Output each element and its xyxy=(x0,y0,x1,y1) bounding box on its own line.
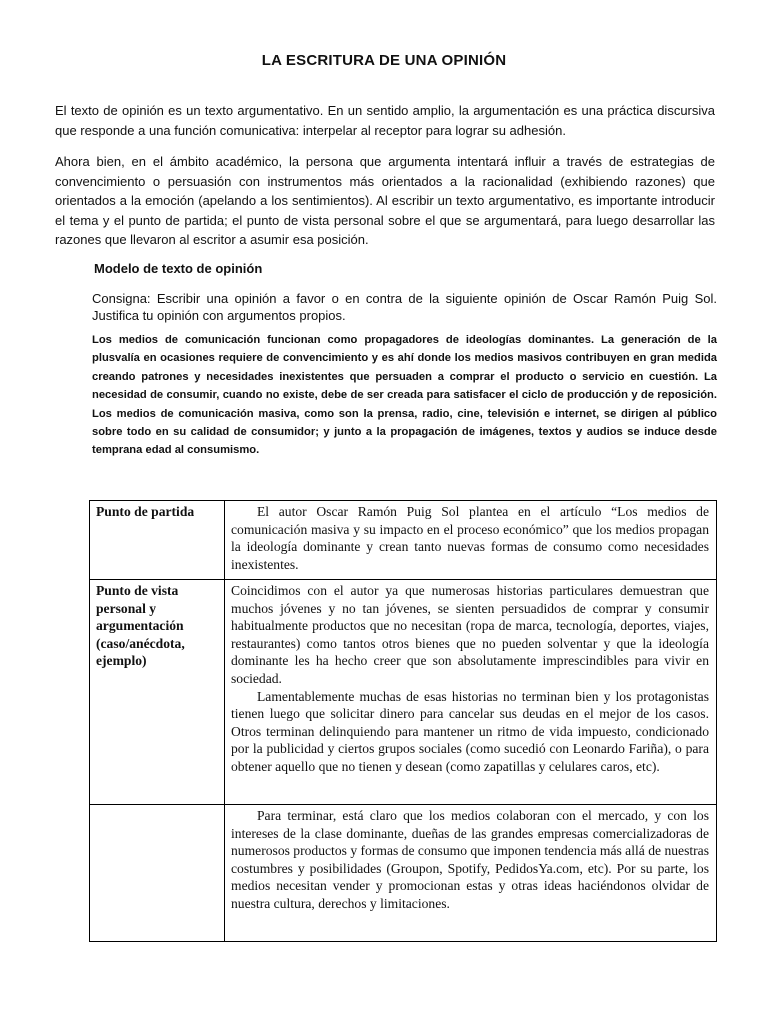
row-label xyxy=(90,805,225,942)
row-content xyxy=(225,805,717,942)
quoted-opinion: Los medios de comunicación funcionan como propagadores de ideologías dominantes. La generación de la plusvalía en ocasiones requiere de convencimiento y es ahí donde los medios masivos contribuyen en gran medida creando patrones y necesidades inexistentes que persuaden a comprar el producto o servicio en cuestión. La necesidad de consumir, cuando no existe, debe de ser creada para satisfacer el ciclo de producción y de reposición. Los medios de comunicación masiva, como son la prensa, radio, cine, televisión e internet, se dirigen al público sobre todo en su calidad de consumidor; y junto a la propagación de imágenes, textos y audios se induce desde temprana edad al consumismo. xyxy=(92,334,717,457)
row-content xyxy=(225,580,717,805)
cell-paragraph: Lamentablemente muchas de esas historias no terminan bien y los protagonistas tienen luego que solicitar dinero para cancelar sus deudas en el mejor de los casos. Otros terminan delinquiendo para mantener un ritmo de vida impuesto, condicionado por la publicidad y ciertos grupos sociales (como sucedió con Leonardo Fariña), o para obtener aquello que no tienen y desean (como zapatillas y celulares caros, etc). xyxy=(231,688,709,774)
row-content xyxy=(225,501,717,580)
consigna-text: Consigna: Escribir una opinión a favor o en contra de la siguiente opinión de Oscar Ramón Puig Sol. Justifica tu opinión con argumentos propios. xyxy=(92,291,717,323)
document-title: LA ESCRITURA DE UNA OPINIÓN xyxy=(261,52,507,69)
cell-paragraph: Para terminar, está claro que los medios colaboran con el mercado, y con los intereses de la clase dominante, dueñas de las grandes empresas comercializadoras de numerosos productos y formas de consumo que imponen tendencia más allá de nuestras costumbres y posibilidades (Groupon, Spotify, PedidosYa.com, etc). Por su parte, los medios necesitan vender y promocionan estas y otras ideas haciéndonos olvidar de nuestra cultura, derechos y limitaciones. xyxy=(231,808,709,911)
cell-paragraph: Coincidimos con el autor ya que numerosas historias particulares demuestran que muchos jóvenes y no tan jóvenes, se sienten persuadidos de comprar y consumir habitualmente productos que no necesitan (ropa de marca, tecnología, deportes, viajes, restaurantes) como tantos otros bienes que no pueden solventar y que la ideología dominante les ha hecho creer que son absolutamente imprescindibles para vivir en sociedad. xyxy=(231,583,709,686)
model-heading: Modelo de texto de opinión xyxy=(94,261,263,276)
table-row xyxy=(90,580,717,805)
row-label: Punto de partida xyxy=(90,501,225,580)
opinion-table xyxy=(89,500,717,942)
intro-paragraph: El texto de opinión es un texto argumentativo. En un sentido amplio, la argumentación es una práctica discursiva que responde a una función comunicativa: interpelar al receptor para lograr su adhesión. xyxy=(55,103,715,138)
academic-paragraph: Ahora bien, en el ámbito académico, la persona que argumenta intentará influir a través de estrategias de convencimiento o persuasión con instrumentos más orientados a la racionalidad (exhibiendo razones) que orientados a la emoción (apelando a los sentimientos). Al escribir un texto argumentativo, es importante introducir el tema y el punto de partida; el punto de vista personal sobre el que se argumentará, para luego desarrollar las razones que llevaron al escritor a asumir esa posición. xyxy=(55,154,715,247)
table-row xyxy=(90,501,717,580)
table-row xyxy=(90,805,717,942)
cell-paragraph: El autor Oscar Ramón Puig Sol plantea en el artículo “Los medios de comunicación masiva y su impacto en el proceso económico” que los medios propagan la ideología dominante y crean tanto nuevas formas de consumo como necesidades inexistentes. xyxy=(231,504,709,572)
row-label: Punto de vista personal y argumentación (caso/anécdota, ejemplo) xyxy=(90,580,225,805)
